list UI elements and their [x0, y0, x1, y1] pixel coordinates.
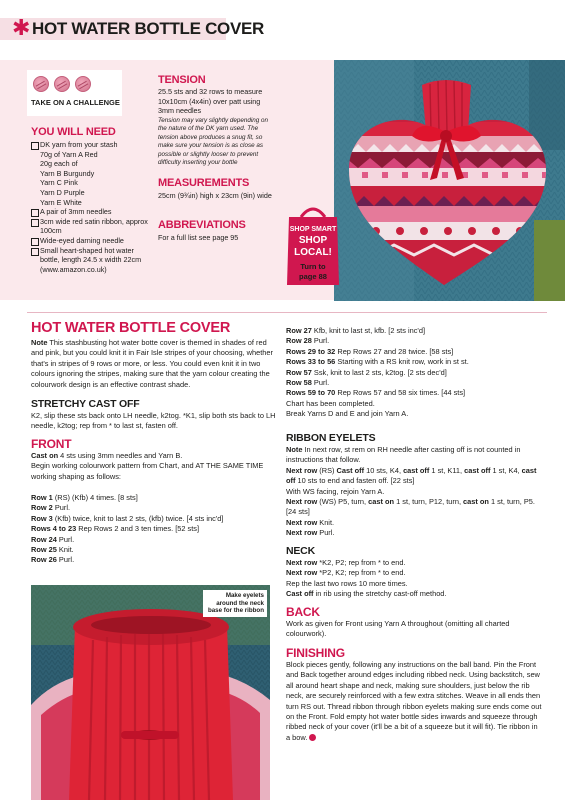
photo-caption: Make eyelets around the neck base for the ribbon	[203, 590, 267, 617]
badge-line-4: Turn to	[300, 262, 326, 271]
yarn-ball-icon	[33, 76, 49, 92]
pattern-note: Note This stashbusting hot water botte cover is themed in shades of red and pink, but you could knit it in Fair Isle stripes of your choosing, whether that's in stripes of 9 rows or more, or less. You could even knit it in two colours ignoring the stripes, making sure that the yarn colour creating the colourwork design is an effective contrast shade.	[31, 338, 273, 389]
instruction-row: With WS facing, rejoin Yarn A.	[286, 486, 385, 496]
badge-line-1: SHOP SMART	[289, 226, 337, 233]
finishing-heading: FINISHING	[286, 646, 345, 660]
list-item: Yarn D Purple	[40, 187, 85, 197]
instruction-row: Rows 4 to 23 Rep Rows 2 and 3 ten times. [52 sts]	[31, 524, 200, 534]
yarn-ball-icon	[54, 76, 70, 92]
list-item: 20g each of	[40, 159, 78, 169]
instruction-row: Next row Knit.	[286, 517, 335, 527]
end-mark-icon	[309, 734, 316, 741]
list-item: 3cm wide red satin ribbon, approx 100cm	[31, 217, 153, 236]
instruction-row: Next row (RS) Cast off 10 sts, K4, cast off 1 st, K11, cast off 1 st, K4, cast off 10 sts to end and fasten off. [22 sts]	[286, 465, 537, 486]
hot-water-bottle-photo	[334, 60, 565, 301]
tension-heading: TENSION	[158, 74, 206, 86]
back-heading: BACK	[286, 605, 320, 619]
shop-local-badge	[283, 199, 343, 287]
section-divider	[27, 312, 547, 313]
instruction-row: Row 24 Purl.	[31, 534, 75, 544]
badge-line-5: page 88	[299, 272, 327, 281]
front-intro: Cast on 4 sts using 3mm needles and Yarn B. Begin working colourwork pattern from Chart, and AT THE SAME TIME working shaping as follows:	[31, 451, 264, 481]
instruction-row: Row 26 Purl.	[31, 555, 75, 565]
badge-line-2: SHOP	[298, 235, 328, 246]
list-item: DK yarn from your stash	[31, 140, 153, 150]
list-item: Yarn C Pink	[40, 178, 78, 188]
abbreviations-text: For a full list see page 95	[158, 233, 239, 242]
instruction-row: Row 2 Purl.	[31, 503, 71, 513]
badge-line-3: LOCAL!	[294, 247, 332, 258]
instruction-row: Rows 29 to 32 Rep Rows 27 and 28 twice. [58 sts]	[286, 346, 454, 356]
instruction-row: Row 25 Knit.	[31, 545, 74, 555]
stretchy-cast-off-heading: STRETCHY CAST OFF	[31, 398, 140, 410]
break-yarns-text: Break Yarns D and E and join Yarn A.	[286, 409, 409, 419]
list-item: Small heart-shaped hot water bottle, length 24.5 x width 22cm (www.amazon.co.uk)	[31, 246, 153, 275]
tension-text: 25.5 sts and 32 rows to measure 10x10cm (4x4in) over patt using 3mm needles	[158, 87, 263, 116]
you-will-need-heading: YOU WILL NEED	[31, 126, 116, 138]
neck-text	[286, 558, 542, 600]
front-heading: FRONT	[31, 437, 72, 451]
page-header	[0, 0, 565, 60]
list-item: Yarn E White	[40, 197, 82, 207]
ribbon-eyelets-text: Note In next row, st rem on RH needle after casting off is not counted in instructions that follow. Next row (RS) Cast off 10 sts, K4, cast off 1 st, K11, cast off 1 st, K4, cast off 10 sts to end and fasten off. [22 sts] With WS facing, rejoin Yarn A. Next row (WS) P5, turn, cast on 1 st, turn, P12, turn, cast on 1 st, turn, P5. [24 sts] Next row Knit. Next row Purl.	[286, 445, 542, 539]
abbreviations-heading: ABBREVIATIONS	[158, 219, 246, 231]
instruction-row: Row 58 Purl.	[286, 378, 330, 388]
list-item: 70g of Yarn A Red	[40, 149, 98, 159]
instruction-row: Rows 59 to 70 Rep Rows 57 and 58 six times. [44 sts]	[286, 388, 466, 398]
list-item: Yarn B Burgundy	[40, 168, 95, 178]
instruction-row: Next row *P2, K2; rep from * to end.	[286, 568, 406, 578]
neck-detail-photo	[31, 585, 270, 800]
instruction-row: Next row *K2, P2; rep from * to end.	[286, 558, 406, 567]
neck-heading: NECK	[286, 545, 315, 557]
tension-note: Tension may vary slightly depending on the nature of the DK yarn used. The tension above produces a snug fit, so make sure your tension is as close as possible or slightly looser to prevent difficulty inserting your bottle	[158, 117, 269, 167]
challenge-box	[27, 70, 122, 116]
instruction-row: Next row Purl.	[286, 528, 335, 538]
list-item: A pair of 3mm needles	[31, 207, 153, 217]
ribbon-eyelets-heading: RIBBON EYELETS	[286, 432, 376, 444]
yarn-ball-icon	[75, 76, 91, 92]
instruction-row: Row 57 Ssk, knit to last 2 sts, k2tog. [2 sts dec'd]	[286, 367, 447, 377]
finishing-text: Block pieces gently, following any instructions on the ball band. Pin the Front and Back together around edges including ribbed neck. Using backstitch, sew all around heart shape and neck, making sure shoulders, just below the rib neck, are securely reinforced with a few extra stitches. Weave in all ends then turn RS out. Thread ribbon through ribbon eyelets making sure ends come out on the Front. Fold empty hot water bottle sides inwards and squeeze through ribbed neck of your cover (it'll be a bit of a squeeze but it will fit). Tie ribbon in a bow.	[286, 660, 542, 742]
measurements-text: 25cm (9¾in) high x 23cm (9in) wide	[158, 191, 272, 200]
measurements-heading: MEASUREMENTS	[158, 177, 250, 189]
stretchy-cast-off-text: K2, slip these sts back onto LH needle, k2tog. *K1, slip both sts back to LH needle, k2tog; rep from * to last st, fasten off.	[31, 411, 276, 431]
continued-rows	[286, 326, 542, 420]
challenge-label: TAKE ON A CHALLENGE	[31, 98, 120, 107]
page-title: HOT WATER BOTTLE COVER	[32, 19, 265, 38]
instruction-row: Row 1 (RS) (Kfb) 4 times. [8 sts]	[31, 493, 138, 502]
instruction-row: Next row (WS) P5, turn, cast on 1 st, turn, P12, turn, cast on 1 st, turn, P5. [24 sts]	[286, 497, 535, 517]
instruction-row: Rows 33 to 56 Starting with a RS knit row, work in st st.	[286, 357, 469, 367]
pattern-title: HOT WATER BOTTLE COVER	[31, 320, 231, 336]
back-text: Work as given for Front using Yarn A throughout (omitting all charted colourwork).	[286, 619, 510, 639]
instruction-row: Rep the last two rows 10 more times.	[286, 578, 408, 588]
asterisk-icon: ✱	[12, 15, 31, 40]
materials-list	[31, 140, 153, 274]
instruction-row: Row 27 Kfb, knit to last st, kfb. [2 sts inc'd]	[286, 326, 426, 335]
front-rows	[31, 493, 276, 566]
instruction-row: Row 3 (Kfb) twice, knit to last 2 sts, (kfb) twice. [4 sts inc'd]	[31, 513, 224, 523]
instruction-row: Row 28 Purl.	[286, 336, 330, 346]
chart-complete-text: Chart has been completed.	[286, 398, 375, 408]
instruction-row: Cast off in rib using the stretchy cast-off method.	[286, 589, 447, 599]
list-item: Wide-eyed darning needle	[31, 236, 153, 246]
